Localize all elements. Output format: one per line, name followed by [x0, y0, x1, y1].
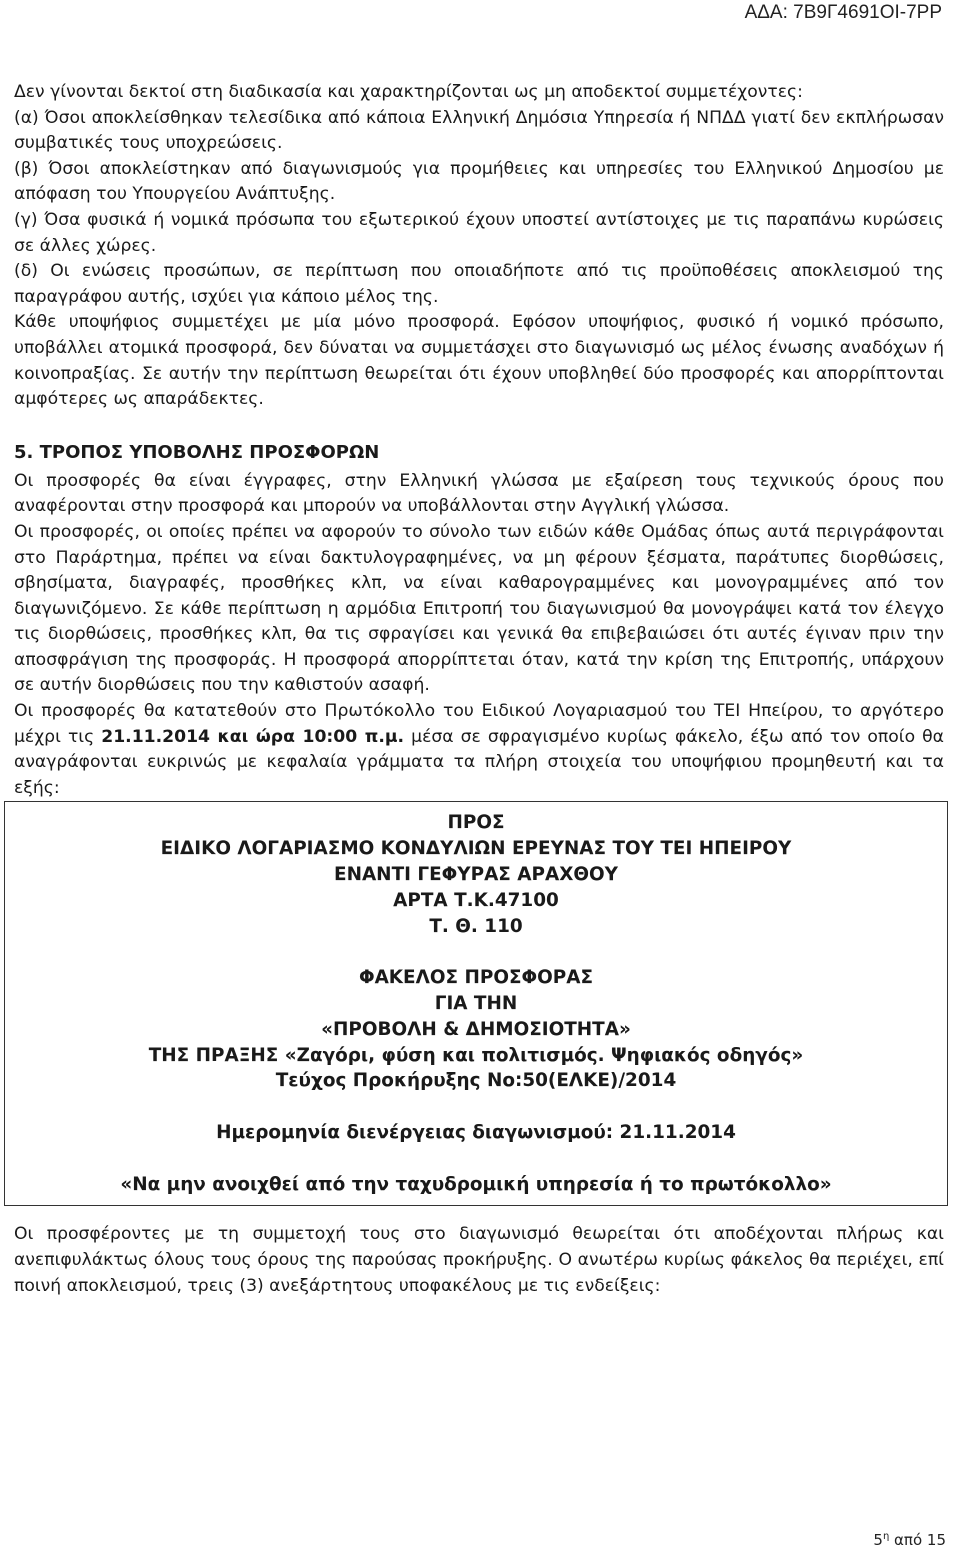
envelope-notice: Τεύχος Προκήρυξης Νο:50(ΕΛΚΕ)/2014 — [275, 1070, 677, 1092]
envelope-action: ΤΗΣ ΠΡΑΞΗΣ «Ζαγόρι, φύση και πολιτισμός. Ψηφιακός οδηγός» — [148, 1044, 804, 1066]
document-body — [14, 80, 944, 1299]
page-number-total: από 15 — [889, 1531, 946, 1549]
envelope-for: ΓΙΑ ΤΗΝ — [434, 993, 518, 1015]
envelope-date: Ημερομηνία διενέργειας διαγωνισμού: 21.11.2014 — [216, 1122, 736, 1143]
exclusion-item-b: (β) Όσοι αποκλείστηκαν από διαγωνισμούς για προμήθειες και υπηρεσίες του Ελληνικού Δημοσίου με απόφαση του Υπουργείου Ανάπτυξης. — [14, 158, 944, 205]
envelope-recipient: ΕΙΔΙΚΟ ΛΟΓΑΡΙΑΣΜΟ ΚΟΝΔΥΛΙΩΝ ΕΡΕΥΝΑΣ ΤΟΥ ΤΕΙ ΗΠΕΙΡΟΥ — [160, 838, 792, 860]
closing-paragraph: Οι προσφέροντες με τη συμμετοχή τους στο διαγωνισμό θεωρείται ότι αποδέχονται πλήρως και ανεπιφυλάκτως όλους τους όρους της παρούσας προκήρυξης. Ο ανωτέρω κυρίως φάκελος θα περιέχει, επί ποινή αποκλεισμού, τρεις (3) ανεξάρτητους υποφακέλους με τις ενδείξεις: — [14, 1224, 944, 1296]
deadline-datetime: 21.11.2014 και ώρα 10:00 π.μ. — [101, 726, 405, 747]
envelope-address-line-1: ΕΝΑΝΤΙ ΓΕΦΥΡΑΣ ΑΡΑΧΘΟΥ — [334, 864, 618, 886]
envelope-project: «ΠΡΟΒΟΛΗ & ΔΗΜΟΣΙΟΤΗΤΑ» — [321, 1018, 631, 1040]
envelope-label-box — [4, 801, 948, 1206]
deadline-paragraph — [14, 699, 944, 801]
page-number-suffix: η — [882, 1531, 890, 1542]
format-paragraph: Οι προσφορές, οι οποίες πρέπει να αφορούν το σύνολο των ειδών κάθε Ομάδας όπως αυτά περιγράφονται στο Παράρτημα, πρέπει να είναι δακτυλογραφημένες, να μη φέρουν ξέσματα, παράτυπες διορθώσεις, σβησίματα, διαγραφές, προσθήκες κλπ, να είναι καθαρογραμμένες και μονογραμμένες από τον διαγωνιζόμενο. Σε κάθε περίπτωση η αρμόδια Επιτροπή του διαγωνισμού θα μονογράψει κατά τον έλεγχο τις διορθώσεις, προσθήκες κλπ, θα τις σφραγίσει και γενικά θα επιβεβαιώσει ότι αυτές έγιναν πριν την αποσφράγιση της προσφοράς. Η προσφορά απορρίπτεται όταν, κατά την κρίση της Επιτροπής, υπάρχουν σε αυτήν διορθώσεις που την καθιστούν ασαφή. — [14, 521, 944, 696]
exclusion-item-a: (α) Όσοι αποκλείσθηκαν τελεσίδικα από κάποια Ελληνική Δημόσια Υπηρεσία ή ΝΠΔΔ γιατί δεν εκπλήρωσαν συμβατικές τους υποχρεώσεις. — [14, 107, 944, 154]
exclusion-item-d: (δ) Οι ενώσεις προσώπων, σε περίπτωση που οποιαδήποτε από τις προϋποθέσεις αποκλεισμού της παραγράφου αυτής, ισχύει για κάποιο μέλος της. — [14, 261, 944, 307]
ada-code: ΑΔΑ: 7Β9Γ4691ΟΙ-7ΡΡ — [744, 2, 942, 23]
envelope-to: ΠΡΟΣ — [447, 812, 505, 834]
intro-paragraph: Δεν γίνονται δεκτοί στη διαδικασία και χαρακτηρίζονται ως μη αποδεκτοί συμμετέχοντες: — [14, 82, 803, 102]
envelope-address-line-2: ΑΡΤΑ Τ.Κ.47100 — [393, 889, 559, 911]
deadline-text-before: Οι προσφορές θα κατατεθούν στο Πρωτόκολλο του Ειδικού Λογαριασμού του ΤΕΙ Ηπείρου, το αργότερο μέχρι τις — [14, 701, 944, 747]
section-heading: 5. ΤΡΟΠΟΣ ΥΠΟΒΟΛΗΣ ΠΡΟΣΦΟΡΩΝ — [14, 441, 380, 463]
single-offer-paragraph: Κάθε υποψήφιος συμμετέχει με μία μόνο προσφορά. Εφόσον υποψήφιος, φυσικό ή νομικό πρόσωπο, υποβάλλει ατομικά προσφορά, δεν δύναται να συμμετάσχει στο διαγωνισμό ως μέλος ένωσης αναδόχων ή κοινοπραξίας. Σε αυτήν την περίπτωση θεωρείται ότι έχουν υποβληθεί δύο προσφορές και απορρίπτονται αμφότερες ως απαράδεκτες. — [14, 312, 944, 410]
language-paragraph: Οι προσφορές θα είναι έγγραφες, στην Ελληνική γλώσσα με εξαίρεση τους τεχνικούς όρους που αναφέρονται στην προσφορά και μπορούν να υποβάλλονται στην Αγγλική γλώσσα. — [14, 470, 944, 517]
deadline-text-after: μέσα σε σφραγισμένο κυρίως φάκελο, έξω από τον οποίο θα αναγράφονται ευκρινώς με κεφαλαία γράμματα τα πλήρη στοιχεία του υποψήφιου προμηθευτή και τα εξής: — [14, 726, 944, 798]
page-number-current: 5 — [873, 1531, 883, 1549]
envelope-folder-title: ΦΑΚΕΛΟΣ ΠΡΟΣΦΟΡΑΣ — [358, 967, 594, 989]
page-number — [873, 1531, 946, 1549]
envelope-warning: «Να μην ανοιχθεί από την ταχυδρομική υπηρεσία ή το πρωτόκολλο» — [120, 1173, 832, 1195]
envelope-po-box: Τ. Θ. 110 — [429, 915, 523, 937]
exclusion-item-c: (γ) Όσα φυσικά ή νομικά πρόσωπα του εξωτερικού έχουν υποστεί αντίστοιχες με τις παραπάνω κυρώσεις σε άλλες χώρες. — [14, 209, 944, 256]
